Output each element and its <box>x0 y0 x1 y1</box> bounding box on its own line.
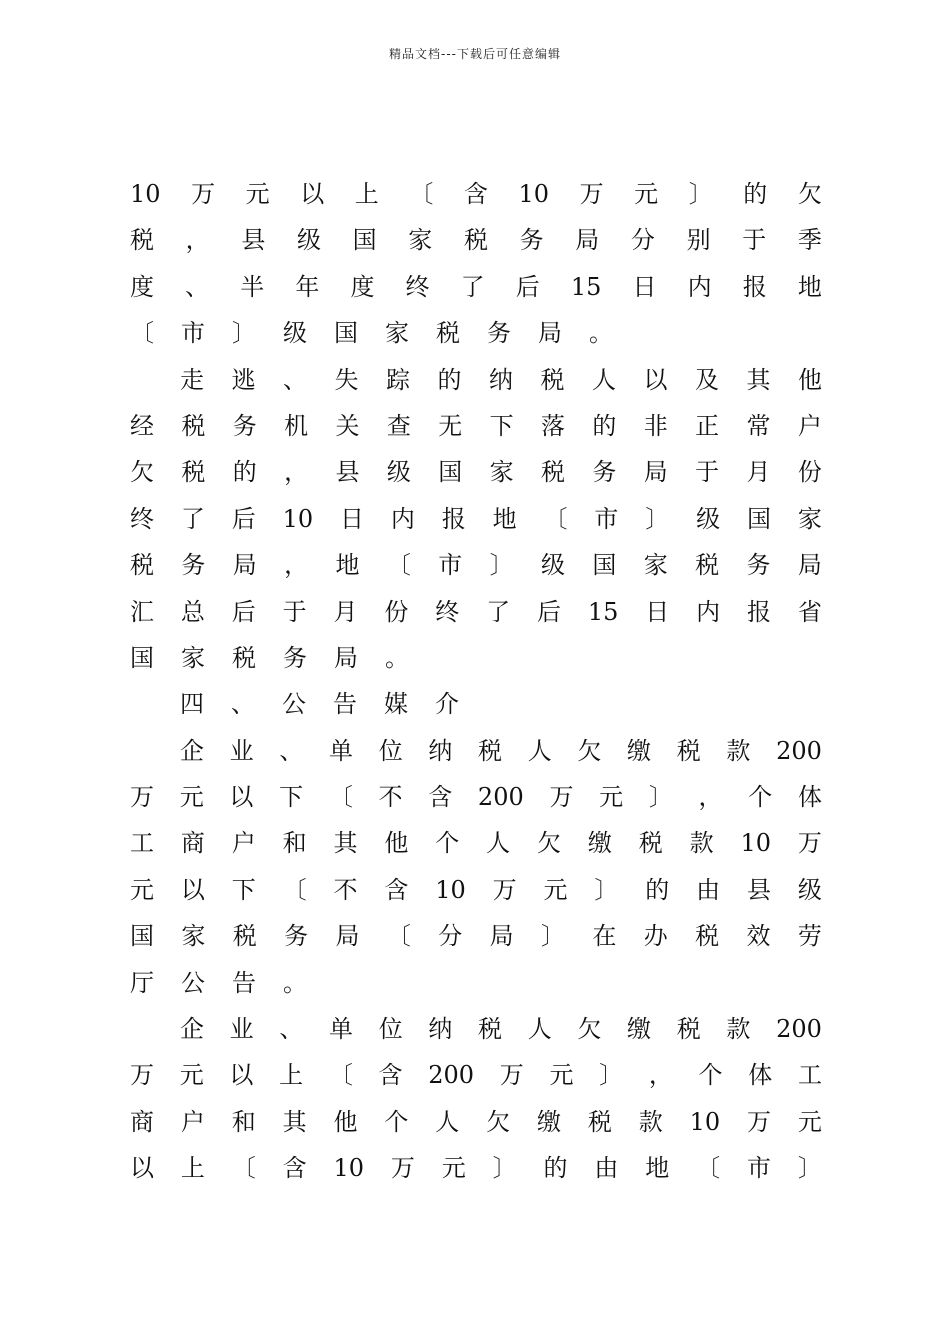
text-line: 〔 市 〕 级 国 家 税 务 局 。 <box>130 319 613 348</box>
text-line: 国 家 税 务 局 〔 分 局 〕 在 办 税 效 劳 <box>130 922 822 951</box>
text-line: 税 务 局 ， 地 〔 市 〕 级 国 家 税 务 局 <box>130 551 822 580</box>
text-line: 以 上 〔 含 10 万 元 〕 的 由 地 〔 市 〕 <box>130 1154 822 1183</box>
text-line: 度 、 半 年 度 终 了 后 15 日 内 报 地 <box>130 272 822 301</box>
text-line: 汇 总 后 于 月 份 终 了 后 15 日 内 报 省 <box>130 597 822 626</box>
text-line: 四 、 公 告 媒 介 <box>180 690 459 719</box>
page-header: 精品文档---下载后可任意编辑 <box>389 47 561 61</box>
text-line: 企 业 、 单 位 纳 税 人 欠 缴 税 款 200 <box>180 1015 822 1044</box>
text-line: 终 了 后 10 日 内 报 地 〔 市 〕 级 国 家 <box>130 504 822 533</box>
text-line: 走 逃 、 失 踪 的 纳 税 人 以 及 其 他 <box>180 365 822 394</box>
text-line: 万 元 以 下 〔 不 含 200 万 元 〕 ， 个 体 <box>130 783 822 812</box>
text-line: 厅 公 告 。 <box>130 968 307 997</box>
document-body <box>130 171 822 1192</box>
text-line: 欠 税 的 ， 县 级 国 家 税 务 局 于 月 份 <box>130 458 822 487</box>
text-line: 国 家 税 务 局 。 <box>130 643 409 672</box>
text-line: 税 ， 县 级 国 家 税 务 局 分 别 于 季 <box>130 226 822 255</box>
text-line: 万 元 以 上 〔 含 200 万 元 〕 ， 个 体 工 <box>130 1061 822 1090</box>
text-line: 工 商 户 和 其 他 个 人 欠 缴 税 款 10 万 <box>130 829 822 858</box>
text-line: 商 户 和 其 他 个 人 欠 缴 税 款 10 万 元 <box>130 1107 822 1136</box>
text-line: 10 万 元 以 上 〔 含 10 万 元 〕 的 欠 <box>130 180 822 208</box>
text-line: 经 税 务 机 关 查 无 下 落 的 非 正 常 户 <box>130 411 822 440</box>
text-line: 企 业 、 单 位 纳 税 人 欠 缴 税 款 200 <box>180 736 822 765</box>
text-line: 元 以 下 〔 不 含 10 万 元 〕 的 由 县 级 <box>130 875 822 904</box>
